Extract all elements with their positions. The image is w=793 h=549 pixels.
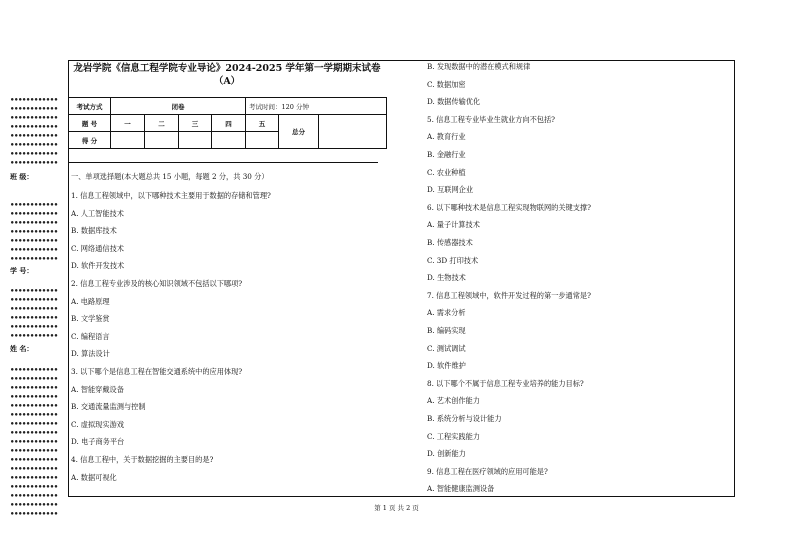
name-label: 姓 名： xyxy=(10,344,34,353)
answer-option: A. 人工智能技术 xyxy=(71,208,124,218)
binding-dots: •••••••••••• xyxy=(10,455,58,464)
question-no-label: 题 号 xyxy=(69,115,111,132)
binding-dots: •••••••••••• xyxy=(10,304,58,313)
answer-option: A. 智能穿戴设备 xyxy=(71,384,124,394)
binding-dots: •••••••••••• xyxy=(10,286,58,295)
answer-option: C. 网络通信技术 xyxy=(71,243,124,253)
question-stem: 2. 信息工程专业涉及的核心知识领域不包括以下哪项? xyxy=(71,279,243,288)
binding-dots: •••••••••••• xyxy=(10,140,58,149)
binding-dots: •••••••••••• xyxy=(10,383,58,392)
total-label: 总分 xyxy=(279,115,319,149)
binding-dots: •••••••••••• xyxy=(10,482,58,491)
binding-dots: •••••••••••• xyxy=(10,104,58,113)
binding-dots: •••••••••••• xyxy=(10,113,58,122)
column-header: 三 xyxy=(179,115,212,132)
binding-dots: •••••••••••• xyxy=(10,491,58,500)
binding-dots: •••••••••••• xyxy=(10,509,58,518)
total-score-cell xyxy=(319,115,387,149)
binding-dots: •••••••••••• xyxy=(10,95,58,104)
score-cell xyxy=(111,132,145,149)
column-header: 五 xyxy=(246,115,279,132)
binding-dots: •••••••••••• xyxy=(10,158,58,167)
answer-option: B. 数据库技术 xyxy=(71,226,117,236)
binding-dots: •••••••••••• xyxy=(10,149,58,158)
answer-option: A. 教育行业 xyxy=(427,132,466,142)
exam-title: 龙岩学院《信息工程学院专业导论》2024-2025 学年第一学期期末试卷（A） xyxy=(73,63,381,87)
score-cell xyxy=(179,132,212,149)
answer-option: B. 金融行业 xyxy=(427,150,466,159)
answer-option: C. 编程语言 xyxy=(71,331,110,341)
answer-option: B. 系统分析与设计能力 xyxy=(427,414,502,423)
binding-dots: •••••••••••• xyxy=(10,236,58,245)
binding-dots: •••••••••••• xyxy=(10,446,58,455)
score-cell xyxy=(246,132,279,149)
binding-dots: •••••••••••• xyxy=(10,322,58,331)
answer-option: D. 互联网企业 xyxy=(427,185,474,195)
answer-option: A. 量子计算技术 xyxy=(427,220,480,230)
binding-dots: •••••••••••• xyxy=(10,313,58,322)
answer-option: B. 编码实现 xyxy=(427,326,466,335)
binding-dots: •••••••••••• xyxy=(10,500,58,509)
answer-option: D. 软件开发技术 xyxy=(71,261,125,271)
question-stem: 1. 信息工程领域中，以下哪种技术主要用于数据的存储和管理? xyxy=(71,191,271,200)
column-header: 二 xyxy=(145,115,179,132)
answer-option: A. 电路原理 xyxy=(71,296,110,306)
binding-dots: •••••••••••• xyxy=(10,365,58,374)
exam-time: 考试时间：120 分钟 xyxy=(246,98,387,115)
binding-dots: •••••••••••• xyxy=(10,331,58,340)
answer-option: B. 传感器技术 xyxy=(427,238,473,247)
binding-dots: •••••••••••• xyxy=(10,410,58,419)
question-stem: 6. 以下哪种技术是信息工程实现物联网的关键支撑? xyxy=(427,202,591,212)
question-stem: 4. 信息工程中，关于数据挖掘的主要目的是? xyxy=(71,455,214,464)
question-stem: 7. 信息工程领域中，软件开发过程的第一步通常是? xyxy=(427,290,591,300)
question-stem: 8. 以下哪个不属于信息工程专业培养的能力目标? xyxy=(427,378,584,388)
answer-option: D. 生物技术 xyxy=(427,273,466,283)
answer-option: B. 交通流量监测与控制 xyxy=(71,402,146,412)
exam-mode-value: 闭卷 xyxy=(111,98,246,115)
question-stem: 3. 以下哪个是信息工程在智能交通系统中的应用体现? xyxy=(71,367,243,376)
binding-dots: •••••••••••• xyxy=(10,245,58,254)
score-cell xyxy=(145,132,179,149)
class-label: 班 级： xyxy=(10,172,34,181)
binding-dots: •••••••••••• xyxy=(10,254,58,263)
answer-option: A. 需求分析 xyxy=(427,308,466,318)
answer-option: C. 农业种植 xyxy=(427,167,466,177)
answer-option: C. 工程实践能力 xyxy=(427,431,480,441)
answer-option: C. 3D 打印技术 xyxy=(427,255,479,265)
answer-option: A. 艺术创作能力 xyxy=(427,396,480,406)
question-stem: 5. 信息工程专业毕业生就业方向不包括? xyxy=(427,114,555,124)
answer-option: D. 软件维护 xyxy=(427,361,466,371)
binding-dots: •••••••••••• xyxy=(10,218,58,227)
binding-dots: •••••••••••• xyxy=(10,464,58,473)
answer-option: B. 文学鉴赏 xyxy=(71,314,110,324)
page-footer: 第 1 页 共 2 页 xyxy=(374,504,419,512)
answer-option: B. 发现数据中的潜在模式和规律 xyxy=(427,62,531,71)
binding-dots: •••••••••••• xyxy=(10,374,58,383)
student-id-label: 学 号： xyxy=(10,266,34,275)
answer-option: C. 数据加密 xyxy=(427,79,466,89)
section-heading: 一、单项选择题(本大题总共 15 小题，每题 2 分，共 30 分） xyxy=(71,172,269,181)
answer-option: D. 数据传输优化 xyxy=(427,97,481,107)
answer-option: A. 数据可视化 xyxy=(71,472,117,482)
binding-dots: •••••••••••• xyxy=(10,473,58,482)
score-table xyxy=(68,97,387,149)
binding-dots: •••••••••••• xyxy=(10,437,58,446)
binding-dots: •••••••••••• xyxy=(10,401,58,410)
binding-dots: •••••••••••• xyxy=(10,209,58,218)
answer-option: D. 创新能力 xyxy=(427,449,466,459)
answer-option: C. 虚拟现实游戏 xyxy=(71,419,124,429)
answer-option: A. 智能健康监测设备 xyxy=(427,484,495,494)
binding-dots: •••••••••••• xyxy=(10,392,58,401)
binding-dots: •••••••••••• xyxy=(10,419,58,428)
binding-dots: •••••••••••• xyxy=(10,295,58,304)
binding-dots: •••••••••••• xyxy=(10,227,58,236)
answer-option: D. 电子商务平台 xyxy=(71,437,125,447)
divider xyxy=(68,162,378,163)
binding-dots: •••••••••••• xyxy=(10,200,58,209)
answer-option: D. 算法设计 xyxy=(71,349,110,359)
column-header: 四 xyxy=(212,115,246,132)
question-stem: 9. 信息工程在医疗领域的应用可能是? xyxy=(427,466,548,476)
answer-option: C. 测试调试 xyxy=(427,343,466,353)
binding-dots: •••••••••••• xyxy=(10,122,58,131)
score-label: 得 分 xyxy=(69,132,111,149)
score-cell xyxy=(212,132,246,149)
binding-dots: •••••••••••• xyxy=(10,131,58,140)
column-header: 一 xyxy=(111,115,145,132)
exam-mode-label: 考试方式 xyxy=(69,98,111,115)
binding-dots: •••••••••••• xyxy=(10,428,58,437)
